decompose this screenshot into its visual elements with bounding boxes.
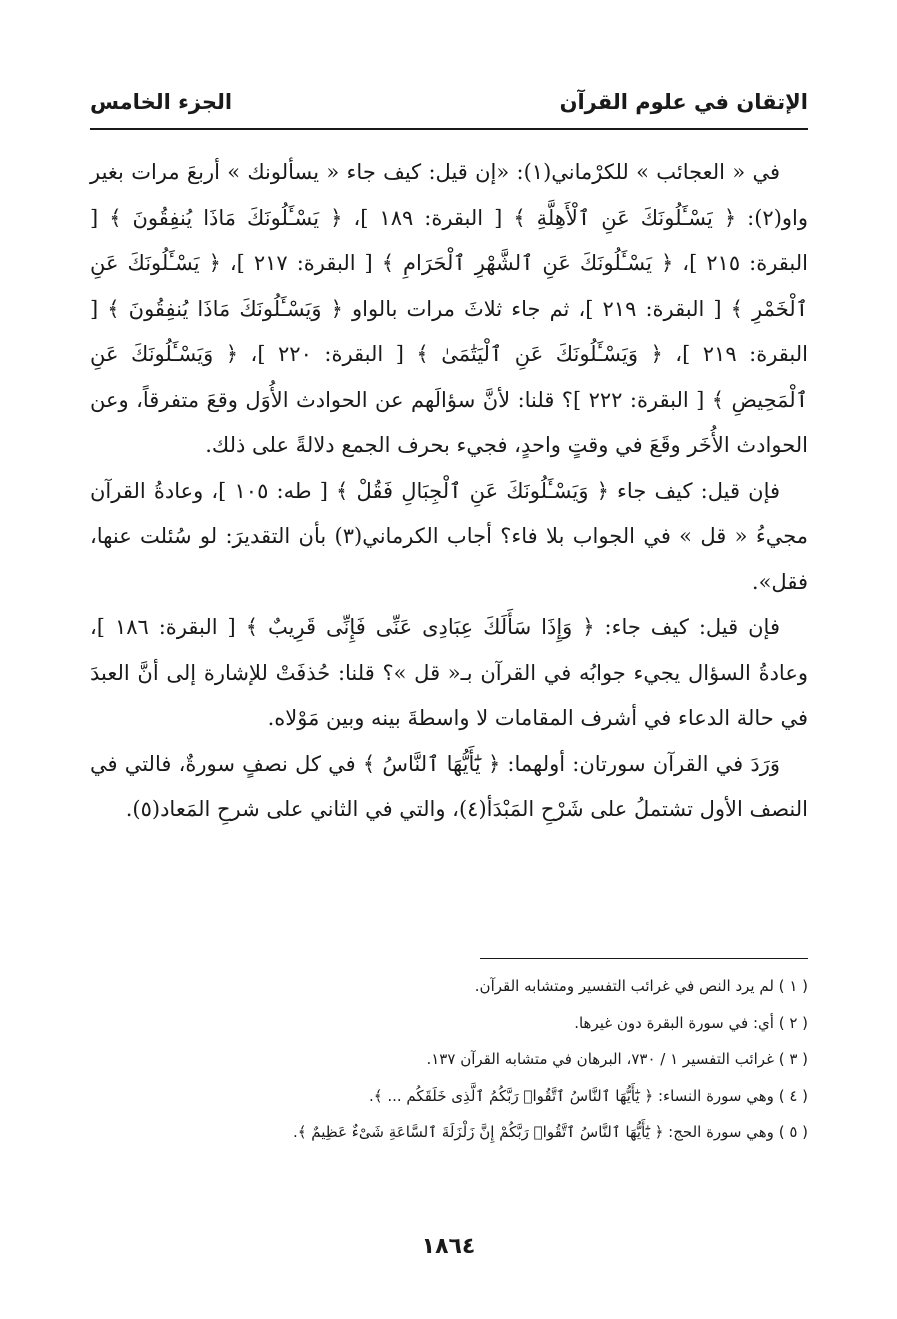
- footnote-1: ( ١ ) لم يرد النص في غرائب التفسير ومتشابه القرآن.: [474, 977, 808, 995]
- footnote-3: ( ٣ ) غرائب التفسير ١ / ٧٣٠، البرهان في متشابه القرآن ١٣٧.: [426, 1050, 808, 1068]
- footnote-5: ( ٥ ) وهي سورة الحج: ﴿ يَٰٓأَيُّهَا ٱلنَّاسُ ٱتَّقُوا۟ رَبَّكُمْ إِنَّ زَلْزَلَةَ ٱلسَّاعَةِ شَىْءٌ عَظِيمٌ ﴾.: [292, 1123, 808, 1141]
- footnote-2: ( ٢ ) أي: في سورة البقرة دون غيرها.: [574, 1013, 808, 1032]
- paragraph-4: وَرَدَ في القرآن سورتان: أولهما: ﴿ يَٰٓأَيُّهَا ٱلنَّاسُ ﴾ في كل نصفٍ سورةٌ، فالتي في النصف الأول تشتملُ على شَرْحِ المَبْدَأ(٤)، والتي في الثاني على شرحِ المَعاد(٥).: [90, 751, 808, 821]
- footnote-divider: [480, 958, 808, 959]
- paragraph-2: فإن قيل: كيف جاء ﴿ وَيَسْـَٔلُونَكَ عَنِ ٱلْجِبَالِ فَقُلْ ﴾ [ طه: ١٠٥ ]، وعادةُ القرآن مجيءُ « قل » في الجواب بلا فاء؟ أجاب الكرماني(٣) بأن التقديرَ: لو سُئلت عنها، فقل».: [90, 478, 808, 594]
- page-number: ١٨٦٤: [421, 1234, 476, 1259]
- book-title: الإتقان في علوم القرآن: [559, 90, 808, 114]
- footnote-4: ( ٤ ) وهي سورة النساء: ﴿ يَٰٓأَيُّهَا ٱلنَّاسُ ٱتَّقُوا۟ رَبَّكُمُ ٱلَّذِى خَلَقَكُم ... ﴾.: [369, 1086, 808, 1105]
- part-label: الجزء الخامس: [90, 90, 233, 114]
- header-divider: [90, 128, 808, 130]
- main-text: [90, 150, 808, 833]
- paragraph-3: فإن قيل: كيف جاء: ﴿ وَإِذَا سَأَلَكَ عِبَادِى عَنِّى فَإِنِّى قَرِيبٌ ﴾ [ البقرة: ١٨٦ ]، وعادةُ السؤال يجيء جوابُه في القرآن بـ« قل »؟ قلنا: حُذفَتْ للإشارة إلى أنَّ العبدَ في حالة الدعاء في أشرف المقامات لا واسطةَ بينه وبين مَوْلاه.: [90, 615, 808, 730]
- running-header: [90, 82, 808, 122]
- footnotes: [90, 968, 808, 1151]
- paragraph-1: في « العجائب » للكرْماني(١): «إن قيل: كيف جاء « يسألونك » أربعَ مرات بغير واو(٢): ﴿ يَسْـَٔلُونَكَ عَنِ ٱلْأَهِلَّةِ ﴾ [ البقرة: ١٨٩ ]، ﴿ يَسْـَٔلُونَكَ مَاذَا يُنفِقُونَ ﴾ [ البقرة: ٢١٥ ]، ﴿ يَسْـَٔلُونَكَ عَنِ ٱلشَّهْرِ ٱلْحَرَامِ ﴾ [ البقرة: ٢١٧ ]، ﴿ يَسْـَٔلُونَكَ عَنِ ٱلْخَمْرِ ﴾ [ البقرة: ٢١٩ ]، ثم جاء ثلاثَ مرات بالواو ﴿ وَيَسْـَٔلُونَكَ مَاذَا يُنفِقُونَ ﴾ [ البقرة: ٢١٩ ]، ﴿ وَيَسْـَٔلُونَكَ عَنِ ٱلْيَتَٰمَىٰ ﴾ [ البقرة: ٢٢٠ ]، ﴿ وَيَسْـَٔلُونَكَ عَنِ ٱلْمَحِيضِ ﴾ [ البقرة: ٢٢٢ ]؟ قلنا: لأنَّ سؤالَهم عن الحوادث الأُوَل وقعَ متفرقاً، وعن الحوادث الأُخَر وقَعَ في وقتٍ واحدٍ، فجيء بحرف الجمع دلالةً على ذلك.: [90, 160, 809, 457]
